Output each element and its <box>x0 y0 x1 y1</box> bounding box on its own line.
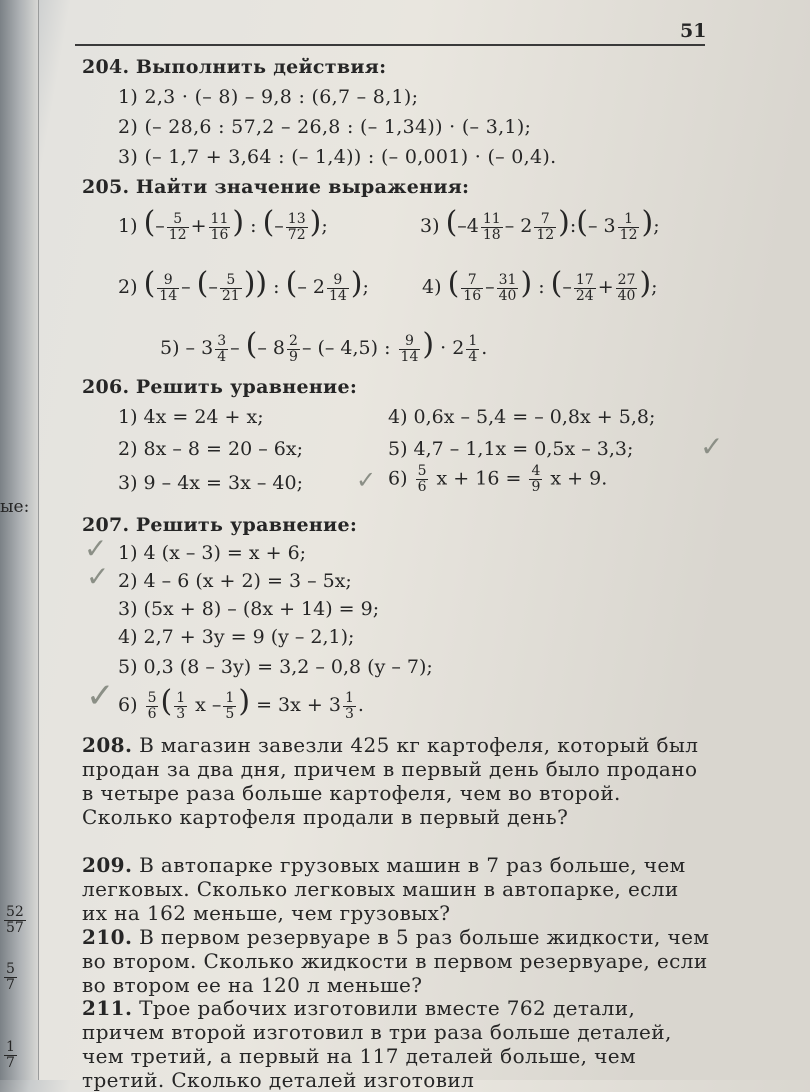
exercise-206-item-5: 5) 4,7 – 1,1x = 0,5x – 3,3; <box>388 438 634 460</box>
exercise-204-heading: 204. Выполнить действия: <box>82 56 387 78</box>
exercise-207-item-4: 4) 2,7 + 3y = 9 (y – 2,1); <box>118 626 355 648</box>
left-page-text: ые: <box>0 497 30 517</box>
pencil-check-mark: ✓ <box>86 676 115 716</box>
exercise-207-item-6: 6) $\frac{5}{6}$ ( $\frac{1}{3}$ x – $\frac{1}{5}$ ) = 3x + 3 $\frac{1}{3}$ . <box>118 684 364 722</box>
exercise-205-item-2: 2) ( $\frac{9}{14}$ – (– $\frac{5}{21}$ )) : (– 2 $\frac{9}{14}$ ); <box>118 266 369 304</box>
margin-fraction: $\frac{5}{7}$ <box>6 961 15 993</box>
header-rule <box>75 44 705 46</box>
pencil-check-mark: ✓ <box>356 466 377 494</box>
exercise-205-item-5: 5) – 3 $\frac{3}{4}$ – (– 8 $\frac{2}{9}$ – (– 4,5) : $\frac{9}{14}$ ) · 2 $\frac{1}{4}$ . <box>160 327 488 365</box>
margin-fraction: $\frac{52}{57}$ <box>6 904 24 936</box>
exercise-206-item-6: 6) $\frac{5}{6}$ x + 16 = $\frac{4}{9}$ x + 9. <box>388 463 608 495</box>
exercise-205-item-1: 1) (– $\frac{5}{12}$ + $\frac{11}{16}$ ) : (– $\frac{13}{72}$ ); <box>118 205 328 243</box>
exercise-205-item-3: 3) (–4 $\frac{11}{18}$ – 2 $\frac{7}{12}$ ):(– 3 $\frac{1}{12}$ ); <box>420 205 660 243</box>
exercise-204-item-3: 3) (– 1,7 + 3,64 : (– 1,4)) : (– 0,001) · (– 0,4). <box>118 146 557 168</box>
exercise-206-item-4: 4) 0,6x – 5,4 = – 0,8x + 5,8; <box>388 406 656 428</box>
pencil-check-mark: ✓ <box>84 532 108 565</box>
exercise-205-item-4: 4) ( $\frac{7}{16}$ – $\frac{31}{40}$ ) : (– $\frac{17}{24}$ + $\frac{27}{40}$ ); <box>422 266 658 304</box>
exercise-206-item-3: 3) 9 – 4x = 3x – 40; <box>118 472 303 494</box>
exercise-206-item-1: 1) 4x = 24 + x; <box>118 406 264 428</box>
exercise-209: 209. В автопарке грузовых машин в 7 раз больше, чем легковых. Сколько легковых машин в автопарке, если их на 162 меньше, чем грузовых? <box>82 853 686 925</box>
exercise-207-item-2: 2) 4 – 6 (x + 2) = 3 – 5x; <box>118 570 352 592</box>
exercise-204-item-1: 1) 2,3 · (– 8) – 9,8 : (6,7 – 8,1); <box>118 86 419 108</box>
exercise-206-item-2: 2) 8x – 8 = 20 – 6x; <box>118 438 303 460</box>
exercise-206-heading: 206. Решить уравнение: <box>82 376 358 398</box>
exercise-207-item-3: 3) (5x + 8) – (8x + 14) = 9; <box>118 598 380 620</box>
exercise-207-heading: 207. Решить уравнение: <box>82 514 358 536</box>
margin-fraction: $\frac{1}{7}$ <box>6 1039 15 1071</box>
exercise-208: 208. В магазин завезли 425 кг картофеля, который был продан за два дня, причем в первый день было продано в четыре раза больше картофеля, чем во второй. Сколько картофеля продали в первый день? <box>82 733 699 829</box>
exercise-207-item-1: 1) 4 (x – 3) = x + 6; <box>118 542 307 564</box>
exercise-211: 211. Трое рабочих изготовили вместе 762 детали, причем второй изготовил в три раза больше деталей, чем третий, а первый на 117 деталей больше, чем третий. Сколько деталей изготовил <box>82 996 672 1092</box>
exercise-204-item-2: 2) (– 28,6 : 57,2 – 26,8 : (– 1,34)) · (– 3,1); <box>118 116 532 138</box>
pencil-check-mark: ✓ <box>86 560 110 593</box>
page-number: 51 <box>680 20 707 42</box>
exercise-210: 210. В первом резервуаре в 5 раз больше жидкости, чем во втором. Сколько жидкости в первом резервуаре, если во втором ее на 120 л меньше? <box>82 925 710 997</box>
exercise-207-item-5: 5) 0,3 (8 – 3y) = 3,2 – 0,8 (y – 7); <box>118 656 433 678</box>
pencil-check-mark: ✓ <box>700 430 724 463</box>
exercise-205-heading: 205. Найти значение выражения: <box>82 176 470 198</box>
